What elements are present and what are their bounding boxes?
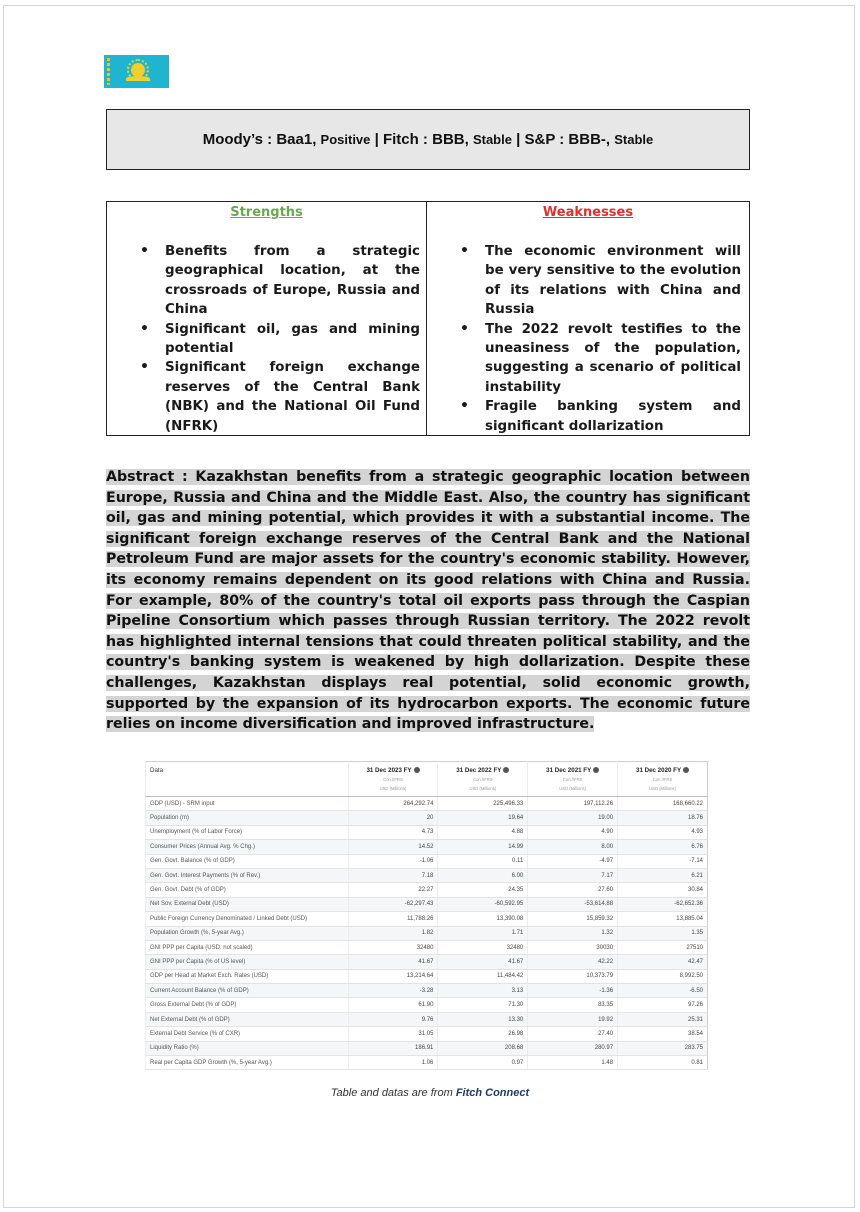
table-cell: 42.47 — [618, 955, 708, 969]
column-basis: Con./IFRS — [562, 777, 583, 782]
table-row — [146, 797, 708, 811]
table-row — [146, 1056, 708, 1070]
table-row — [146, 912, 708, 926]
table-cell: -1.06 — [348, 854, 438, 868]
settings-icon[interactable] — [503, 767, 509, 773]
table-cell: 13,214.64 — [348, 969, 438, 983]
moodys-label: Moody’s : — [202, 131, 273, 148]
table-row — [146, 998, 708, 1012]
table-cell: 71.30 — [438, 998, 528, 1012]
table-cell: 38.54 — [618, 1027, 708, 1041]
weaknesses-heading: Weaknesses — [542, 205, 634, 220]
table-row — [146, 854, 708, 868]
table-cell: 4.90 — [528, 825, 618, 839]
settings-icon[interactable] — [593, 767, 599, 773]
table-cell: 4.93 — [618, 825, 708, 839]
year-column-header[interactable] — [528, 762, 618, 797]
table-cell: 0.81 — [618, 1056, 708, 1070]
weakness-item: • Fragile banking system and significant dollarization — [457, 397, 741, 436]
fitch-rating: BBB, — [432, 131, 469, 148]
column-basis: Con./IFRS — [652, 777, 673, 782]
sp-rating: BBB-, — [568, 131, 611, 148]
table-cell: 41.67 — [348, 955, 438, 969]
table-body — [146, 797, 708, 1070]
table-cell: 19.64 — [438, 811, 528, 825]
table-cell: 27.40 — [528, 1027, 618, 1041]
table-cell: 208.68 — [438, 1041, 528, 1055]
table-cell: 6.00 — [438, 868, 528, 882]
table-cell: 8,992.50 — [618, 969, 708, 983]
fitch-data-table — [145, 761, 708, 1070]
table-cell: 1.82 — [348, 926, 438, 940]
table-cell: 283.75 — [618, 1041, 708, 1055]
credit-ratings-box — [106, 109, 750, 170]
strength-item: • Benefits from a strategic geographical location, at the crossroads of Europe, Russia and China — [137, 242, 420, 320]
table-cell: 6.76 — [618, 840, 708, 854]
table-row — [146, 926, 708, 940]
table-row — [146, 1027, 708, 1041]
table-cell: 0.11 — [438, 854, 528, 868]
table-row — [146, 940, 708, 954]
column-date: 31 Dec 2023 FY — [366, 767, 412, 774]
row-label: Current Account Balance (% of GDP) — [146, 984, 349, 998]
table-cell: -62,297.43 — [348, 897, 438, 911]
column-unit: USD (Millions) — [469, 786, 497, 791]
row-label: Unemployment (% of Labor Force) — [146, 825, 349, 839]
table-cell: 30.84 — [618, 883, 708, 897]
column-date: 31 Dec 2021 FY — [546, 767, 592, 774]
table-row — [146, 811, 708, 825]
weaknesses-list — [457, 242, 741, 436]
table-cell: 1.32 — [528, 926, 618, 940]
settings-icon[interactable] — [683, 767, 689, 773]
table-cell: 18.76 — [618, 811, 708, 825]
row-label: Net Sov. External Debt (USD) — [146, 897, 349, 911]
row-label: Real per Capita GDP Growth (%, 5-year Avg.) — [146, 1056, 349, 1070]
table-cell: -4.97 — [528, 854, 618, 868]
table-cell: 11,788.26 — [348, 912, 438, 926]
flag-sun — [131, 63, 145, 77]
caption-source: Fitch Connect — [455, 1087, 530, 1099]
table-cell: 13,885.04 — [618, 912, 708, 926]
table-row — [146, 897, 708, 911]
table-header-row — [146, 762, 708, 797]
table-cell: 1.48 — [528, 1056, 618, 1070]
table-cell: 27510 — [618, 940, 708, 954]
column-unit: USD (Millions) — [379, 786, 407, 791]
column-unit: USD (Millions) — [559, 786, 587, 791]
table-row — [146, 883, 708, 897]
row-label: GDP per Head at Market Exch. Rates (USD) — [146, 969, 349, 983]
weakness-item: • The 2022 revolt testifies to the uneasiness of the population, suggesting a scenario of political instability — [457, 320, 741, 398]
strengths-weaknesses-table — [106, 201, 750, 436]
abstract-paragraph — [106, 467, 750, 735]
table-cell: 168,660.22 — [618, 797, 708, 811]
rating-separator: | — [374, 131, 379, 148]
row-label: GNI PPP per Capita (% of US level) — [146, 955, 349, 969]
table-cell: 15,859.32 — [528, 912, 618, 926]
table-row — [146, 955, 708, 969]
caption-prefix: Table and datas are from — [330, 1087, 453, 1099]
table-cell: 32480 — [348, 940, 438, 954]
row-label: Liquidity Ratio (%) — [146, 1041, 349, 1055]
table-cell: 61.90 — [348, 998, 438, 1012]
table-cell: 10,373.79 — [528, 969, 618, 983]
settings-icon[interactable] — [414, 767, 420, 773]
table-cell: 14.52 — [348, 840, 438, 854]
table-cell: 42.22 — [528, 955, 618, 969]
strengths-list — [137, 242, 420, 436]
table-cell: 197,112.26 — [528, 797, 618, 811]
table-caption — [0, 1087, 860, 1099]
table-cell: 8.00 — [528, 840, 618, 854]
moodys-rating: Baa1, — [276, 131, 317, 148]
column-date: 31 Dec 2022 FY — [456, 767, 502, 774]
table-cell: 3.13 — [438, 984, 528, 998]
table-cell: 225,496.33 — [438, 797, 528, 811]
year-column-header[interactable] — [438, 762, 528, 797]
table-cell: 13.30 — [438, 1012, 528, 1026]
table-cell: 97.26 — [618, 998, 708, 1012]
year-column-header[interactable] — [348, 762, 438, 797]
table-cell: -60,592.95 — [438, 897, 528, 911]
row-label: Population Growth (%, 5-year Avg.) — [146, 926, 349, 940]
row-label: Gen. Govt. Balance (% of GDP) — [146, 854, 349, 868]
table-cell: -1.36 — [528, 984, 618, 998]
table-cell: 32480 — [438, 940, 528, 954]
data-column-header: Data — [146, 762, 349, 797]
table-row — [146, 984, 708, 998]
table-cell: 31.05 — [348, 1027, 438, 1041]
table-cell: -53,614.88 — [528, 897, 618, 911]
fitch-label: Fitch : — [382, 131, 428, 148]
table-cell: -6.50 — [618, 984, 708, 998]
table-row — [146, 868, 708, 882]
flag-eagle — [126, 76, 150, 81]
flag-ornament — [107, 58, 110, 85]
column-basis: Con./IFRS — [383, 777, 403, 782]
table-cell: -3.28 — [348, 984, 438, 998]
table-cell: 186.91 — [348, 1041, 438, 1055]
row-label: Population (m) — [146, 811, 349, 825]
table-cell: 4.88 — [438, 825, 528, 839]
row-label: GNI PPP per Capita (USD, not scaled) — [146, 940, 349, 954]
table-cell: -62,652.36 — [618, 897, 708, 911]
table-row — [146, 1041, 708, 1055]
column-date: 31 Dec 2020 FY — [636, 767, 682, 774]
table-cell: 14.99 — [438, 840, 528, 854]
strengths-heading: Strengths — [230, 205, 303, 220]
weakness-item: • The economic environment will be very sensitive to the evolution of its relations with China and Russia — [457, 242, 741, 320]
table-row — [146, 1012, 708, 1026]
row-label: Gen. Govt. Debt (% of GDP) — [146, 883, 349, 897]
moodys-outlook: Positive — [320, 132, 371, 147]
table-cell: 1.35 — [618, 926, 708, 940]
row-label: External Debt Service (% of CXR) — [146, 1027, 349, 1041]
table-cell: 19.92 — [528, 1012, 618, 1026]
table-cell: 25.31 — [618, 1012, 708, 1026]
column-basis: Con./IFRS — [473, 777, 493, 782]
table-cell: 1.71 — [438, 926, 528, 940]
table-cell: 83.35 — [528, 998, 618, 1012]
table-cell: 9.76 — [348, 1012, 438, 1026]
table-cell: 27.60 — [528, 883, 618, 897]
table-cell: 280.97 — [528, 1041, 618, 1055]
table-cell: 22.27 — [348, 883, 438, 897]
strength-item: • Significant foreign exchange reserves of the Central Bank (NBK) and the National Oil Fund (NFRK) — [137, 358, 420, 436]
row-label: Public Foreign Currency Denominated / Linked Debt (USD) — [146, 912, 349, 926]
table-cell: -7.14 — [618, 854, 708, 868]
sp-label: S&P : — [524, 131, 565, 148]
table-cell: 19.00 — [528, 811, 618, 825]
table-cell: 6.21 — [618, 868, 708, 882]
row-label: GDP (USD) - SRM input — [146, 797, 349, 811]
abstract-text: Abstract : Kazakhstan benefits from a strategic geographic location between Europe, Russia and China and the Middle East. Also, the country has significant oil, gas and mining potential, which provides it with a substantial income. The significant foreign exchange reserves of the Central Bank and the National Petroleum Fund are major assets for the country's economic stability. However, its economy remains dependent on its good relations with China and Russia. For example, 80% of the country's total oil exports pass through the Caspian Pipeline Consortium which passes through Russian territory. The 2022 revolt has highlighted internal tensions that could threaten political stability, and the country's banking system is weakened by high dollarization. Despite these challenges, Kazakhstan displays real potential, solid economic growth, supported by the expansion of its hydrocarbon exports. The economic future relies on income diversification and improved infrastructure. — [106, 469, 750, 733]
table-cell: 26.98 — [438, 1027, 528, 1041]
sp-outlook: Stable — [614, 132, 654, 147]
table-cell: 11,484.42 — [438, 969, 528, 983]
table-row — [146, 969, 708, 983]
table-cell: 30030 — [528, 940, 618, 954]
table-cell: 264,292.74 — [348, 797, 438, 811]
table-cell: 0.97 — [438, 1056, 528, 1070]
table-cell: 20 — [348, 811, 438, 825]
row-label: Consumer Prices (Annual Avg. % Chg.) — [146, 840, 349, 854]
column-unit: USD (Millions) — [649, 786, 676, 791]
year-column-header[interactable] — [618, 762, 708, 797]
fitch-outlook: Stable — [472, 132, 512, 147]
table-cell: 1.06 — [348, 1056, 438, 1070]
table-cell: 7.18 — [348, 868, 438, 882]
table-cell: 7.17 — [528, 868, 618, 882]
rating-separator: | — [516, 131, 521, 148]
strengths-column — [107, 202, 427, 435]
table-cell: 13,390.08 — [438, 912, 528, 926]
table-cell: 24.35 — [438, 883, 528, 897]
table-row — [146, 840, 708, 854]
weaknesses-column — [427, 202, 749, 435]
table-cell: 41.67 — [438, 955, 528, 969]
kazakhstan-flag-icon — [104, 55, 169, 88]
row-label: Net External Debt (% of GDP) — [146, 1012, 349, 1026]
row-label: Gross External Debt (% of GDP) — [146, 998, 349, 1012]
table-row — [146, 825, 708, 839]
strength-item: • Significant oil, gas and mining potential — [137, 320, 420, 359]
row-label: Gen. Govt. Interest Payments (% of Rev.) — [146, 868, 349, 882]
table-cell: 4.73 — [348, 825, 438, 839]
